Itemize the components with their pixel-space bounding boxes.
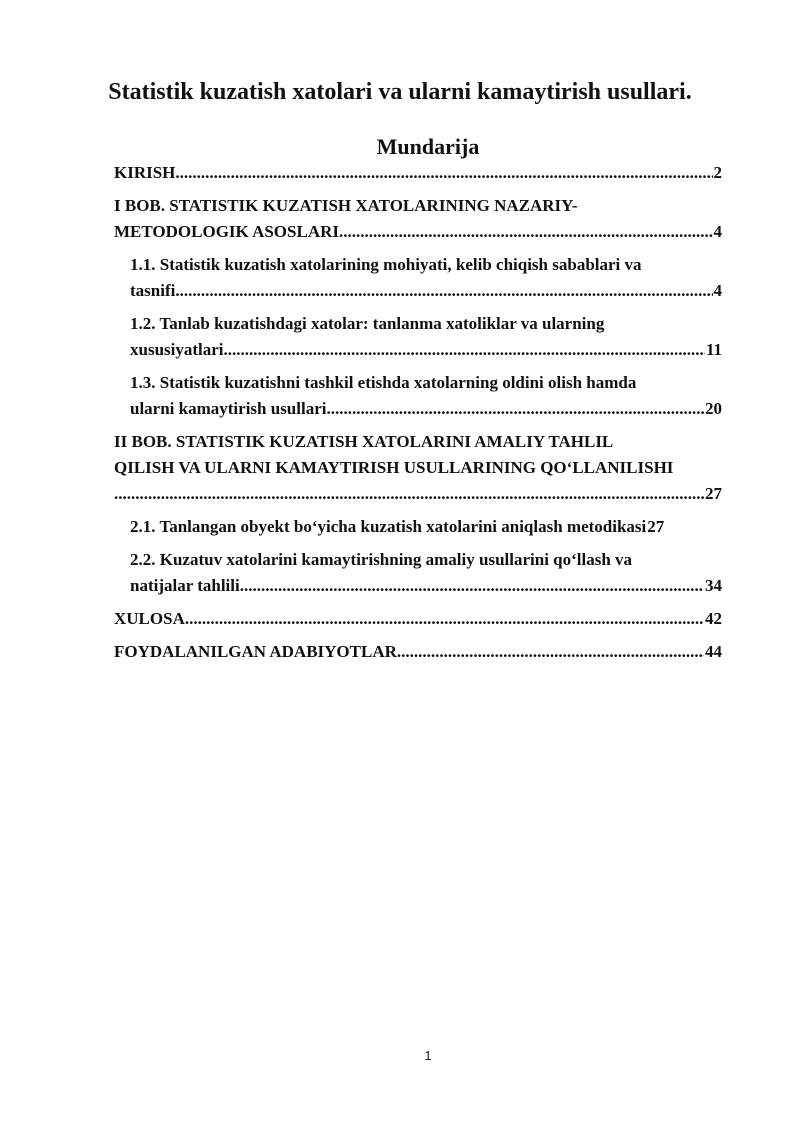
toc-entry-bob-2[interactable] — [114, 429, 722, 507]
toc-page-number: 27 — [647, 517, 665, 536]
toc-entry-kirish[interactable] — [114, 160, 722, 186]
table-of-contents — [114, 160, 722, 665]
toc-entry-section-1-1[interactable] — [114, 252, 722, 304]
toc-entry-bob-1[interactable] — [114, 193, 722, 245]
toc-entry-text-line2: xususiyatlari — [130, 340, 224, 359]
toc-heading: Mundarija — [376, 134, 480, 159]
toc-page-number: 2 — [713, 163, 722, 182]
toc-entry-text: KIRISH — [114, 163, 176, 182]
toc-page-number: 4 — [713, 222, 722, 241]
toc-entry-xulosa[interactable] — [114, 606, 722, 632]
toc-page-number: 11 — [705, 340, 722, 359]
toc-leader-dots — [175, 160, 712, 186]
toc-leader-dots — [397, 639, 704, 665]
toc-page-number: 27 — [705, 484, 722, 503]
toc-entry-text-line1: 1.3. Statistik kuzatishni tashkil etishda xatolarning oldini olish hamda — [130, 373, 637, 392]
toc-entry-section-2-2[interactable] — [114, 547, 722, 599]
toc-entry-text-line2: natijalar tahlili — [130, 576, 240, 595]
toc-entry-text: FOYDALANILGAN ADABIYOTLAR — [114, 642, 397, 661]
toc-entry-text-line1: I BOB. STATISTIK KUZATISH XATOLARINING NAZARIY- — [114, 196, 578, 215]
page-number: 1 — [424, 1048, 432, 1063]
toc-entry-text-line1: 1.1. Statistik kuzatish xatolarining mohiyati, kelib chiqish sabablari va — [130, 255, 642, 274]
toc-entry-section-2-1[interactable] — [114, 514, 722, 540]
toc-entry-text-line2: QILISH VA ULARNI KAMAYTIRISH USULLARINING QO‘LLANILISHI — [114, 458, 674, 477]
toc-leader-dots — [185, 606, 704, 632]
toc-entry-text-line2: ularni kamaytirish usullari — [130, 399, 327, 418]
toc-entry-text-line1: 1.2. Tanlab kuzatishdagi xatolar: tanlanma xatoliklar va ularning — [130, 314, 605, 333]
toc-entry-text-line1: II BOB. STATISTIK KUZATISH XATOLARINI AMALIY TAHLIL — [114, 432, 614, 451]
toc-entry-text-line2: tasnifi — [130, 281, 176, 300]
toc-leader-dots — [114, 481, 704, 507]
toc-entry-text-line2: METODOLOGIK ASOSLARI — [114, 222, 339, 241]
toc-entry-adabiyotlar[interactable] — [114, 639, 722, 665]
toc-leader-dots — [175, 278, 712, 304]
toc-entry-text: XULOSA — [114, 609, 185, 628]
toc-page-number: 42 — [705, 609, 722, 628]
toc-entry-text: 2.1. Tanlangan obyekt bo‘yicha kuzatish xatolarini aniqlash metodikasi — [130, 517, 647, 536]
toc-leader-dots — [339, 219, 713, 245]
toc-leader-dots — [326, 396, 704, 422]
toc-page-number: 20 — [705, 399, 722, 418]
toc-page-number: 44 — [705, 642, 722, 661]
document-title: Statistik kuzatish xatolari va ularni kamaytirish usullari. — [108, 79, 692, 105]
toc-leader-dots — [240, 573, 704, 599]
toc-page-number: 4 — [713, 281, 722, 300]
toc-entry-text-line1: 2.2. Kuzatuv xatolarini kamaytirishning amaliy usullarini qo‘llash va — [130, 550, 633, 569]
toc-entry-section-1-2[interactable] — [114, 311, 722, 363]
toc-leader-dots — [224, 337, 705, 363]
toc-page-number: 34 — [705, 576, 722, 595]
toc-entry-section-1-3[interactable] — [114, 370, 722, 422]
